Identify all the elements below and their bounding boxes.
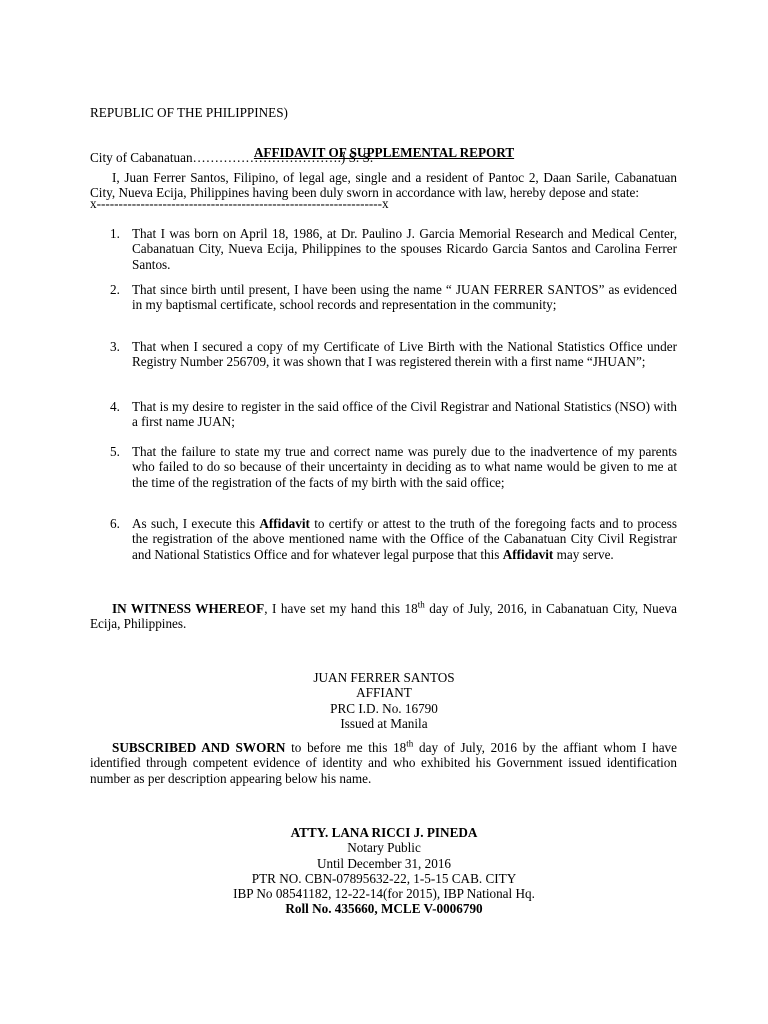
text-part: may serve. [553,546,614,562]
notary-ptr: PTR NO. CBN-07895632-22, 1-5-15 CAB. CITY [251,870,517,886]
text-part: As such, I execute this [132,516,260,531]
notary-roll: Roll No. 435660, MCLE V-0006790 [285,901,483,917]
list-number: 1. [110,226,120,241]
affiant-block [0,670,768,731]
sworn-text: to before me this 18 [285,740,407,755]
intro-paragraph: I, Juan Ferrer Santos, Filipino, of legal age, single and a resident of Pantoc 2, Daan Sarile, Cabanatuan City, Nueva Ecija, Philippines having been duly sworn in accordance with law, hereby depose and state: [90,170,677,201]
notary-ibp: IBP No 08541182, 12-22-14(for 2015), IBP National Hq. [233,886,535,902]
notary-until: Until December 31, 2016 [316,855,452,871]
list-text: That I was born on April 18, 1986, at Dr. Paulino J. Garcia Memorial Research and Medical Center, Cabanatuan City, Nueva Ecija, Philippines to the spouses Ricardo Garcia Santos and Carolina Ferrer Santos. [132,226,677,272]
list-text [132,516,677,562]
list-item-6 [110,516,677,562]
sworn-lead: SUBSCRIBED AND SWORN [112,740,286,755]
notary-title: Notary Public [347,840,421,856]
document-title: AFFIDAVIT OF SUPPLEMENTAL REPORT [253,145,515,160]
affiant-prc-id: PRC I.D. No. 16790 [330,700,438,716]
notary-block [0,825,768,917]
header-city: City of Cabanatuan…………………………….) S. S. [90,150,374,166]
sworn-paragraph [90,740,677,786]
list-item-4 [110,399,677,430]
list-text: That when I secured a copy of my Certificate of Live Birth with the National Statistics Office under Registry Number 256709, it was shown that I was registered therein with a first name “JHUAN”; [132,339,677,370]
witness-text: , I have set my hand this 18 [264,601,418,616]
affiant-issued: Issued at Manila [340,715,428,731]
ordinal-suffix: th [406,738,414,749]
list-text: That since birth until present, I have been using the name “ JUAN FERRER SANTOS” as evidenced in my baptismal certificate, school records and representation in the community; [132,282,677,313]
list-text: That is my desire to register in the said office of the Civil Registrar and National Statistics (NSO) with a first name JUAN; [132,399,677,430]
sworn-text-rest: day of July, 2016 by the affiant whom I have identified through competent evidence of identity and who exhibited his Government issued identification number as per description appearing below his name. [90,740,677,786]
witness-text-rest: day of July, 2016, in Cabanatuan City, Nueva Ecija, Philippines. [90,601,678,632]
notary-name: ATTY. LANA RICCI J. PINEDA [290,825,478,840]
affiant-role: AFFIANT [356,685,412,701]
list-item-2 [110,282,677,313]
header-republic: REPUBLIC OF THE PHILIPPINES) [90,104,288,120]
list-item-1 [110,226,677,272]
list-item-5 [110,444,677,490]
list-text: That the failure to state my true and correct name was purely due to the inadvertence of my parents who failed to do so because of their uncertainty in deciding as to what name would be given to me at the time of the registration of the facts of my birth with the said office; [132,444,677,490]
list-number: 6. [110,516,120,531]
affidavit-emphasis: Affidavit [502,546,554,562]
list-number: 5. [110,444,120,459]
list-item-3 [110,339,677,370]
affiant-name: JUAN FERRER SANTOS [313,670,455,685]
list-number: 2. [110,282,120,297]
header-divider: x-----------------------------------------------------------------x [90,196,389,212]
ordinal-suffix: th [417,599,425,610]
text-part: to certify or attest to the truth of the foregoing facts and to process the registration of the above mentioned name with the Office of the Cabanatuan City Civil Registrar and National Statistics Office and for whatever legal purpose that this [132,516,677,562]
affidavit-emphasis: Affidavit [259,516,310,531]
witness-paragraph [90,601,677,632]
list-number: 4. [110,399,120,414]
list-number: 3. [110,339,120,354]
witness-lead: IN WITNESS WHEREOF [112,601,265,616]
